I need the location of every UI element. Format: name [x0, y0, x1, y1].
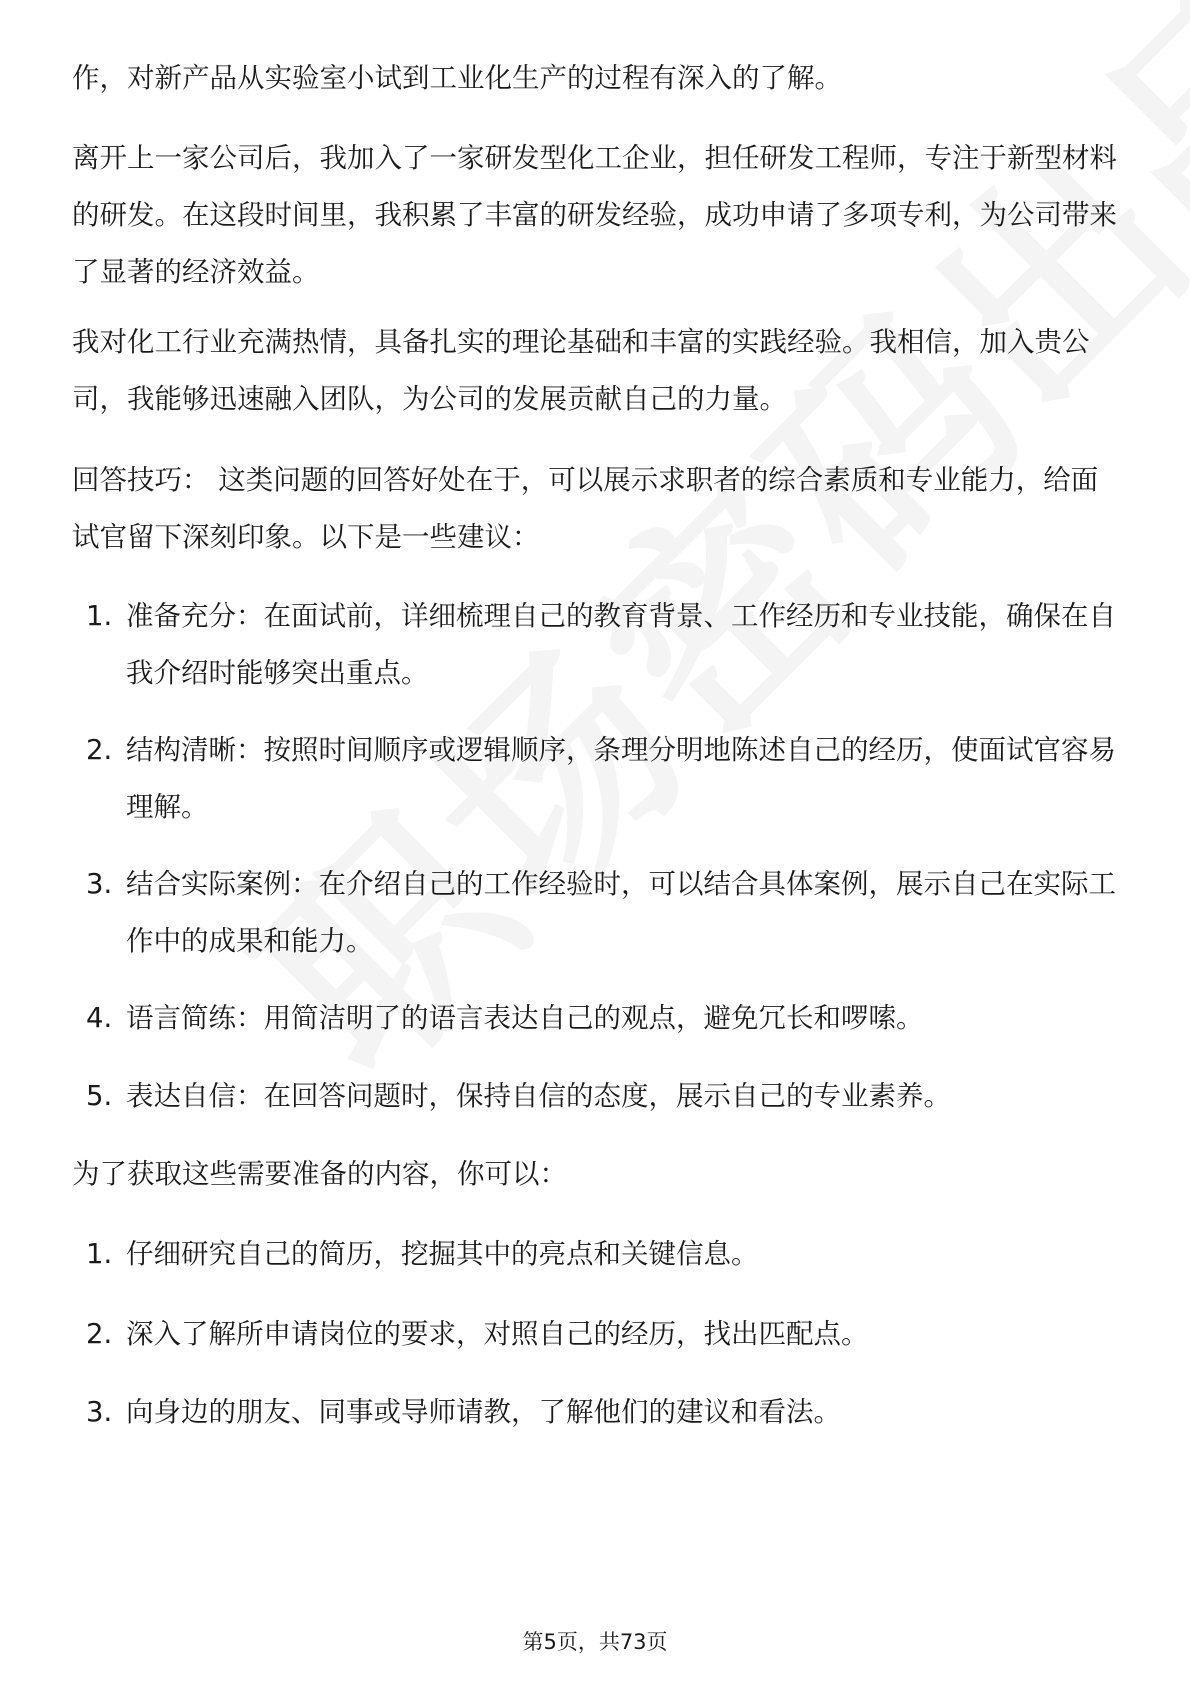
tip-item — [86, 588, 1122, 702]
step-number: 2. — [86, 1318, 113, 1350]
paragraph-preparation: 为了获取这些需要准备的内容，你可以： — [72, 1158, 567, 1190]
tip-number: 4. — [86, 1002, 113, 1034]
tip-text: 准备充分：在面试前，详细梳理自己的教育背景、工作经历和专业技能，确保在自我介绍时能够突出重点。 — [126, 600, 1116, 689]
step-text: 深入了解所申请岗位的要求，对照自己的经历，找出匹配点。 — [126, 1318, 869, 1350]
step-item — [86, 1384, 1122, 1441]
step-item — [86, 1226, 1122, 1283]
paragraph-intro-continuation: 作，对新产品从实验室小试到工业化生产的过程有深入的了解。 — [72, 62, 842, 94]
tip-number: 2. — [86, 734, 113, 766]
tip-number: 5. — [86, 1080, 113, 1112]
step-number: 1. — [86, 1238, 113, 1270]
tip-number: 1. — [86, 600, 113, 632]
tip-item — [86, 856, 1122, 970]
tip-number: 3. — [86, 868, 113, 900]
step-number: 3. — [86, 1396, 113, 1428]
tip-text: 表达自信：在回答问题时，保持自信的态度，展示自己的专业素养。 — [126, 1080, 951, 1112]
tip-item — [86, 722, 1122, 836]
tip-item — [86, 1068, 1122, 1125]
step-item — [86, 1306, 1122, 1363]
step-text: 仔细研究自己的简历，挖掘其中的亮点和关键信息。 — [126, 1238, 759, 1270]
tip-text: 语言简练：用简洁明了的语言表达自己的观点，避免冗长和啰嗦。 — [126, 1002, 924, 1034]
paragraph-rd-experience: 离开上一家公司后，我加入了一家研发型化工企业，担任研发工程师，专注于新型材料的研发。在这段时间里，我积累了丰富的研发经验，成功申请了多项专利，为公司带来了显著的经济效益。 — [72, 142, 1117, 288]
step-text: 向身边的朋友、同事或导师请教，了解他们的建议和看法。 — [126, 1396, 841, 1428]
paragraph-passion: 我对化工行业充满热情，具备扎实的理论基础和丰富的实践经验。我相信，加入贵公司，我能够迅速融入团队，为公司的发展贡献自己的力量。 — [72, 326, 1090, 415]
tip-item — [86, 990, 1122, 1047]
tip-text: 结构清晰：按照时间顺序或逻辑顺序，条理分明地陈述自己的经历，使面试官容易理解。 — [126, 734, 1116, 823]
tip-text: 结合实际案例：在介绍自己的工作经验时，可以结合具体案例，展示自己在实际工作中的成果和能力。 — [126, 868, 1116, 957]
paragraph-answer-tips: 回答技巧： 这类问题的回答好处在于，可以展示求职者的综合素质和专业能力，给面试官留下深刻印象。以下是一些建议： — [72, 464, 1099, 553]
page-number-footer: 第5页，共73页 — [522, 1630, 668, 1654]
